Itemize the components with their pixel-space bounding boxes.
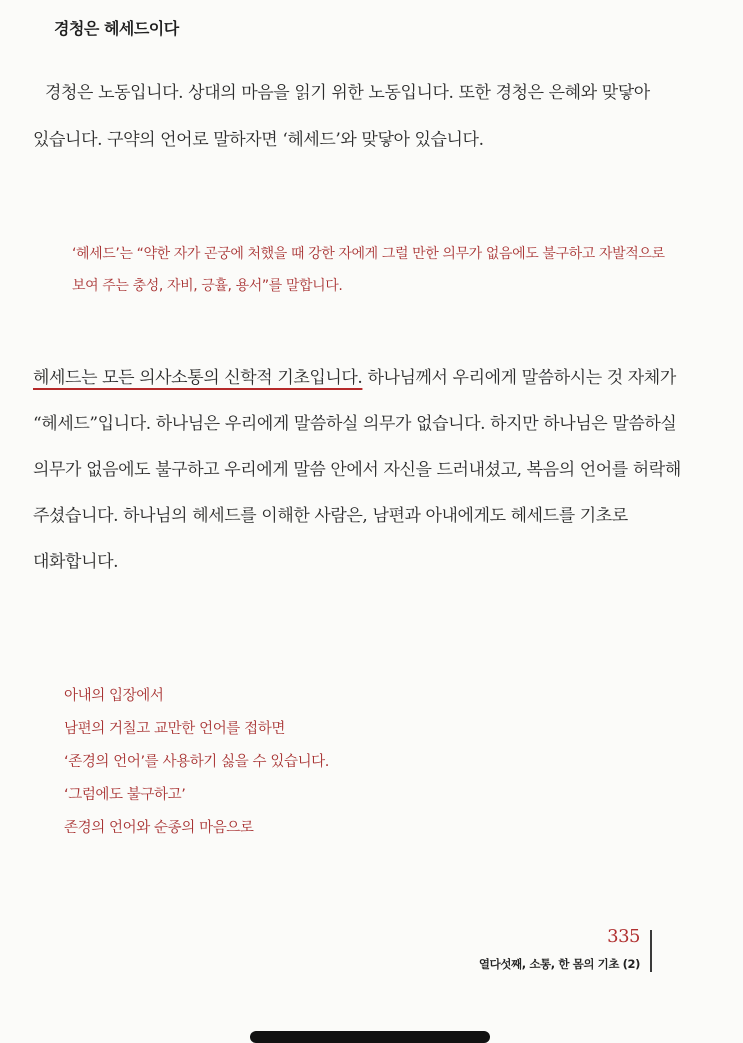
paragraph-listening: 경청은 노동입니다. 상대의 마음을 읽기 위한 노동입니다. 또한 경청은 은혜와 맞닿아 있습니다. 구약의 언어로 말하자면 ‘헤세드’와 맞닿아 있습니다. (33, 83, 650, 150)
quote-line: 남편의 거칠고 교만한 언어를 접하면 (64, 721, 285, 737)
paragraph-hesed (33, 355, 688, 585)
footer-divider (650, 930, 652, 972)
home-indicator-bar (250, 1031, 490, 1043)
running-footer: 열다섯째, 소통, 한 몸의 기초 (2) (478, 957, 640, 971)
quote-line: 존경의 언어와 순종의 마음으로 (64, 820, 254, 836)
hesed-definition-note: ‘헤세드’는 “약한 자가 곤궁에 처했을 때 강한 자에게 그럴 만한 의무가 없음에도 불구하고 자발적으로 보여 주는 충성, 자비, 긍휼, 용서”를 말합니다. (72, 246, 665, 294)
paragraph-hesed-rest: 하나님께서 우리에게 말씀하시는 것 자체가 “헤세드”입니다. 하나님은 우리에게 말씀하실 의무가 없습니다. 하지만 하나님은 말씀하실 의무가 없음에도 불구하고 우리에게 말씀 안에서 자신을 드러내셨고, 복음의 언어를 허락해 주셨습니다. 하나님의 헤세드를 이해한 사람은, 남편과 아내에게도 헤세드를 기초로 대화합니다. (33, 368, 681, 572)
underlined-sentence: 헤세드는 모든 의사소통의 신학적 기초입니다. (33, 368, 363, 388)
wife-perspective-quote (64, 680, 664, 845)
quote-line: 아내의 입장에서 (64, 688, 164, 704)
quote-line: ‘존경의 언어’를 사용하기 싫을 수 있습니다. (64, 754, 329, 770)
quote-line: ‘그럼에도 불구하고’ (64, 787, 186, 803)
page-number: 335 (607, 926, 640, 947)
section-title: 경청은 헤세드이다 (54, 19, 179, 38)
